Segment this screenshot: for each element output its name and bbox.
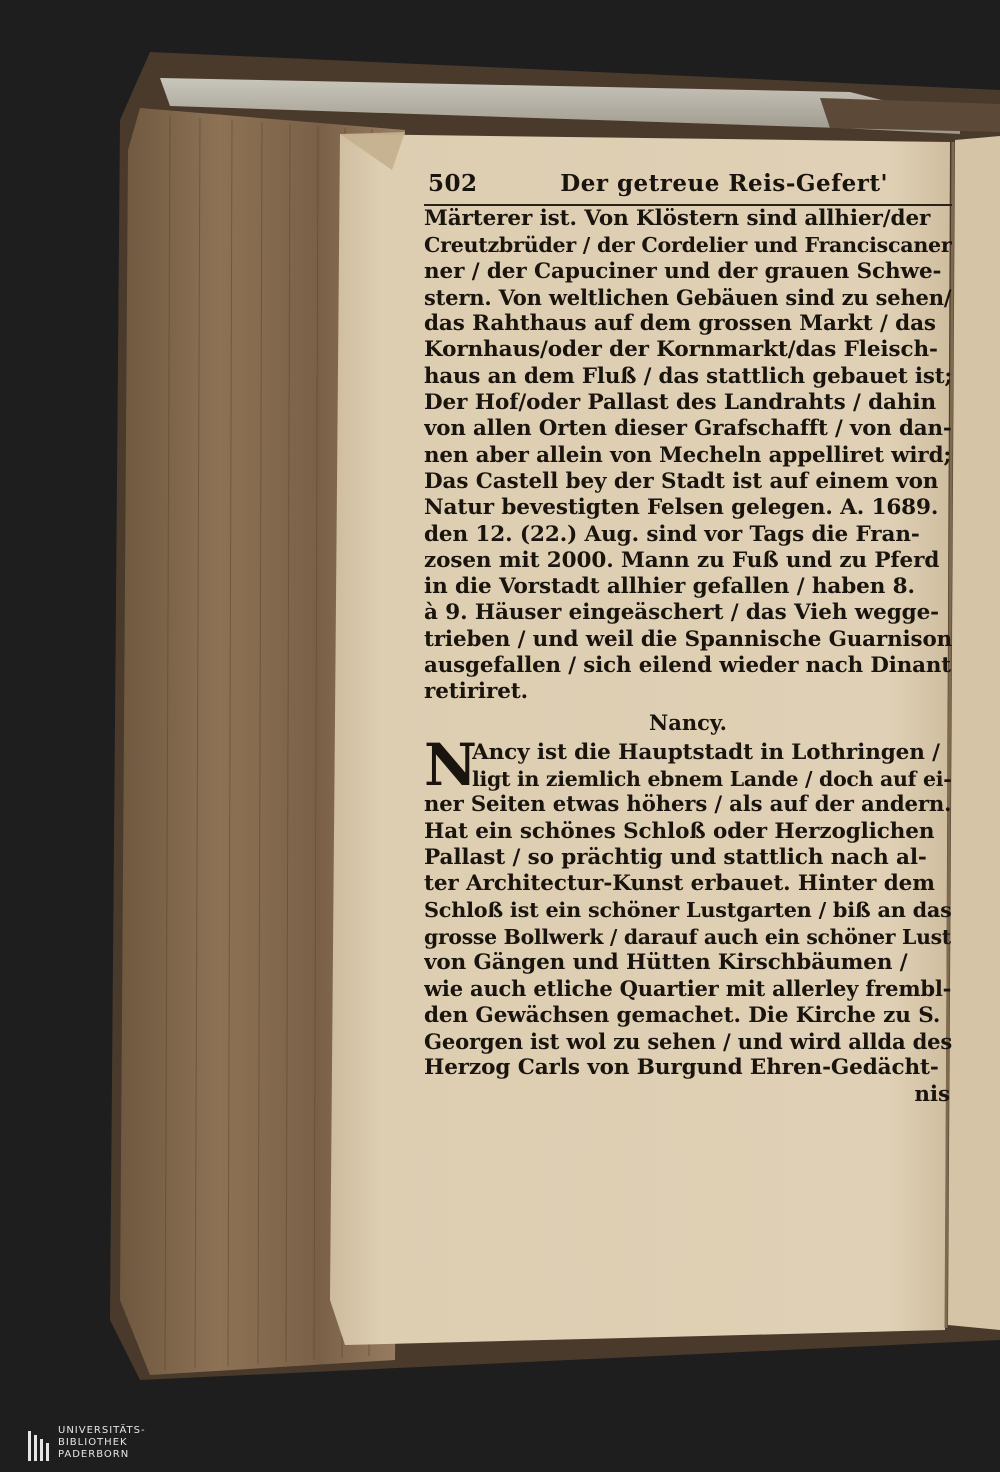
paragraph-namur: [424, 206, 952, 706]
text-line: in die Vorstadt allhier gefallen / haben 8.: [424, 574, 915, 600]
text-line: Hat ein schönes Schloß oder Herzoglichen: [424, 818, 935, 844]
text-line: Schloß ist ein schöner Lustgarten / biß an das: [424, 897, 952, 923]
text-line: von allen Orten dieser Grafschafft / von dan-: [424, 416, 952, 442]
library-logo-icon: [26, 1425, 54, 1465]
text-line: à 9. Häuser eingeäschert / das Vieh wegge-: [424, 600, 940, 626]
section-heading: Nancy.: [649, 709, 727, 735]
text-line: grosse Bollwerk / darauf auch ein schöner Lust: [424, 924, 951, 949]
text-line: retiriret.: [424, 679, 529, 705]
text-line: stern. Von weltlichen Gebäuen sind zu sehen/: [424, 284, 952, 310]
text-line: Herzog Carls von Burgund Ehren-Gedächt-: [424, 1055, 939, 1081]
running-header: [424, 170, 952, 206]
text-line: Natur bevestigten Felsen gelegen. A. 1689.: [424, 495, 939, 521]
text-line: nen aber allein von Mecheln appelliret wird;: [424, 442, 952, 468]
text-line: das Rahthaus auf dem grossen Markt / das: [424, 311, 936, 337]
text-line: haus an dem Fluß / das stattlich gebauet ist;: [424, 363, 952, 389]
text-line: ter Architectur-Kunst erbauet. Hinter dem: [424, 871, 935, 897]
text-line: Georgen ist wol zu sehen / und wird allda des: [424, 1028, 952, 1054]
footer-bar: [0, 1420, 1000, 1472]
text-line: von Gängen und Hütten Kirschbäumen /: [424, 950, 908, 976]
text-line: Kornhaus/oder der Kornmarkt/das Fleisch-: [424, 337, 938, 363]
paragraph-nancy: [424, 792, 952, 1081]
text-line: den 12. (22.) Aug. sind vor Tags die Fran-: [424, 521, 920, 547]
paragraph-nancy-opening: [424, 730, 952, 799]
text-line: ner Seiten etwas höhers / als auf der andern.: [424, 792, 952, 818]
text-line: trieben / und weil die Spannische Guarnison: [424, 626, 952, 652]
library-name-line3: PADERBORN: [58, 1449, 130, 1460]
text-line: Pallast / so prächtig und stattlich nach al-: [424, 844, 927, 870]
page-text-block: [424, 170, 952, 1108]
text-line: zosen mit 2000. Mann zu Fuß und zu Pferd: [424, 547, 940, 573]
text-line: ausgefallen / sich eilend wieder nach Dinant: [424, 653, 952, 679]
text-line: ligt in ziemlich ebnem Lande / doch auf ei-: [472, 766, 952, 791]
text-line: ner / der Capuciner und der grauen Schwe-: [424, 258, 942, 284]
page-number: 502: [428, 170, 478, 197]
drop-cap: N: [424, 730, 478, 799]
text-line: Creutzbrüder / der Cordelier und Franciscaner: [424, 233, 952, 258]
library-name-line1: UNIVERSITÄTS-: [58, 1425, 146, 1436]
library-name-line2: BIBLIOTHEK: [58, 1437, 128, 1448]
catchword: nis: [914, 1081, 950, 1107]
text-line: den Gewächsen gemachet. Die Kirche zu S.: [424, 1002, 941, 1028]
text-line: Ancy ist die Hauptstadt in Lothringen /: [472, 739, 940, 765]
text-line: Märterer ist. Von Klöstern sind allhier/der: [424, 206, 931, 231]
running-title: Der getreue Reis-Gefert': [560, 170, 888, 197]
text-line: wie auch etliche Quartier mit allerley frembl-: [424, 976, 952, 1002]
text-line: Der Hof/oder Pallast des Landrahts / dahin: [424, 390, 937, 416]
text-line: Das Castell bey der Stadt ist auf einem von: [424, 468, 939, 494]
